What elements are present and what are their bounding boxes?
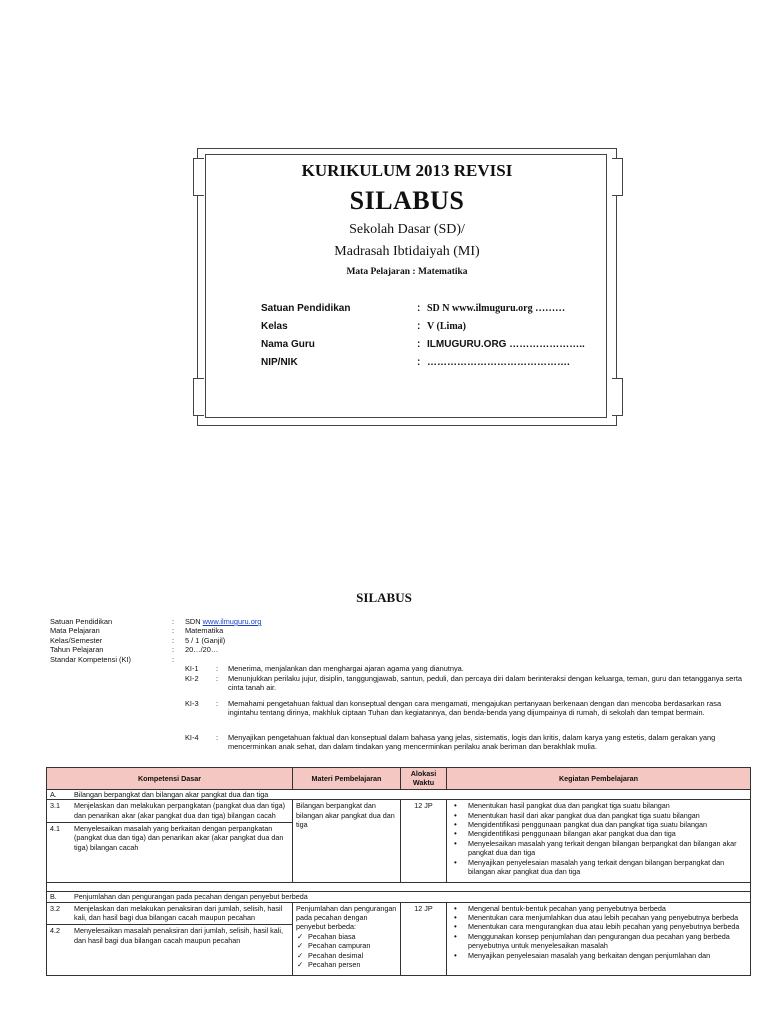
cover-mapel: Mata Pelajaran : Matematika [346, 267, 468, 277]
colon: : [172, 626, 175, 636]
materi-item: ✓ Pecahan desimal [296, 951, 397, 960]
kd-text: Menyelesaikan masalah yang berkaitan dengan perpangkatan (pangkat dua dan tiga) dan penarikan akar (akar pangkat dua dan tiga) bilangan cacah [74, 824, 284, 852]
materi-cell [293, 902, 401, 976]
corner-ornament [612, 378, 623, 416]
identity-label: Kelas/Semester [50, 635, 103, 645]
kd-cell [47, 800, 293, 883]
list-item: • Menyajikan penyelesaian masalah yang terkait dengan bilangan berpangkat dan bilangan akar pangkat dua dan tiga [468, 858, 747, 877]
materi-item: ✓ Pecahan biasa [296, 932, 397, 941]
colon: : [216, 664, 219, 673]
list-item: • Menyajikan penyelesaian masalah yang berkaitan dengan penjumlahan dan [468, 951, 747, 960]
identity-row [50, 626, 750, 635]
identity-label: Satuan Pendidikan [50, 617, 113, 626]
materi-cell: Bilangan berpangkat dan bilangan akar pangkat dua dan tiga [293, 800, 401, 883]
ki-code: KI-3 [185, 699, 199, 708]
cover-info-label: Nama Guru [261, 339, 315, 350]
kd-text: Menjelaskan dan melakukan perpangkatan (pangkat dua dan tiga) dan penarikan akar (akar pangkat dua dan tiga) bilangan cacah [74, 801, 285, 820]
cover-info-value: V (Lima) [427, 321, 466, 332]
cover-info-value: ILMUGURU.ORG ………………….. [427, 339, 585, 350]
list-item: • Menentukan cara mengurangkan dua atau lebih pecahan yang penyebutnya berbeda [468, 922, 747, 931]
list-item: • Menyelesaikan masalah yang terkait dengan bilangan berpangkat dan bilangan akar pangkat dua dan tiga [468, 839, 747, 858]
list-item: • Mengenal bentuk-bentuk pecahan yang penyebutnya berbeda [468, 904, 747, 913]
section-row [47, 789, 751, 799]
identity-label: Standar Kompetensi (KI) [50, 654, 131, 664]
section-letter: A. [50, 789, 57, 799]
list-item: • Menentukan cara menjumlahkan dua atau lebih pecahan yang penyebutnya berbeda [468, 913, 747, 922]
ki-item [185, 674, 745, 694]
waktu-cell: 12 JP [401, 902, 447, 976]
cover-sekolah: Sekolah Dasar (SD)/ [349, 222, 465, 237]
materi-text: Penjumlahan dan pengurangan pada pecahan dengan penyebut berbeda: [296, 903, 397, 932]
kegiatan-cell [447, 800, 751, 883]
colon: : [417, 357, 421, 368]
colon: : [216, 674, 219, 683]
identity-label: Tahun Pelajaran [50, 645, 104, 655]
cover-info-label: NIP/NIK [261, 357, 298, 368]
kd-text: Menyelesaikan masalah penaksiran dari jumlah, selisih, hasil kali, dan hasil bagi dua bilangan cacah maupun pecahan [74, 926, 283, 945]
identity-block [50, 617, 750, 664]
list-item: • Menentukan hasil pangkat dua dan pangkat tiga suatu bilangan [468, 801, 747, 810]
cover-info-label: Kelas [261, 321, 288, 332]
header-kegiatan: Kegiatan Pembelajaran [447, 768, 751, 790]
materi-item: ✓ Pecahan campuran [296, 941, 397, 950]
kd-number: 4.1 [50, 824, 60, 834]
kegiatan-list [450, 904, 747, 960]
colon: : [172, 654, 175, 664]
table-row [47, 800, 751, 883]
table-header-row [47, 768, 751, 790]
list-item: • Mengidentifikasi penggunaan pangkat dua dan pangkat tiga suatu bilangan [468, 820, 747, 829]
kd-text: Menjelaskan dan melakukan penaksiran dari jumlah, selisih, hasil kali, dan hasil bagi dua bilangan cacah maupun pecahan [74, 903, 283, 923]
cover-title: SILABUS [349, 186, 465, 215]
identity-row [50, 655, 750, 664]
section-title: Bilangan berpangkat dan bilangan akar pangkat dua dan tiga [74, 789, 269, 799]
kegiatan-cell [447, 902, 751, 976]
colon: : [172, 617, 175, 626]
ki-code: KI-1 [185, 664, 199, 673]
section-title-cell [47, 789, 751, 799]
page-title: SILABUS [356, 590, 412, 605]
kd-cell [47, 902, 293, 976]
identity-row [50, 636, 750, 645]
section-title: Penjumlahan dan pengurangan pada pecahan dengan penyebut berbeda [74, 892, 308, 902]
waktu-cell: 12 JP [401, 800, 447, 883]
section-row [47, 892, 751, 902]
header-alokasi: Alokasi Waktu [401, 768, 447, 790]
colon: : [216, 733, 219, 742]
colon: : [216, 699, 219, 708]
ki-item [185, 699, 745, 729]
colon: : [172, 645, 175, 655]
section-letter: B. [50, 892, 57, 902]
kd-number: 3.1 [50, 801, 60, 811]
table-row [47, 902, 751, 976]
ki-code: KI-4 [185, 733, 199, 742]
header-materi: Materi Pembelajaran [293, 768, 401, 790]
list-item: • Menentukan hasil dari akar pangkat dua dan pangkat tiga suatu bilangan [468, 811, 747, 820]
list-item: • Mengidentifikasi penggunaan bilangan akar pangkat dua dan tiga [468, 829, 747, 838]
colon: : [417, 321, 421, 332]
cover-madrasah: Madrasah Ibtidaiyah (MI) [334, 244, 480, 259]
ki-text: Menyajikan pengetahuan faktual dan konseptual dalam bahasa yang jelas, sistematis, logis dan kritis, dalam karya yang estetis, dalam gerakan yang mencerminkan anak sehat, dan dalam tindakan yang mencerminkan perilaku anak beriman dan berakhlak mulia. [228, 733, 716, 752]
cover-kurikulum: KURIKULUM 2013 REVISI [301, 161, 513, 180]
cover-info-value: SD N www.ilmuguru.org ……… [427, 303, 566, 314]
colon: : [172, 635, 175, 645]
ki-item [185, 733, 745, 753]
header-kompetensi: Kompetensi Dasar [47, 768, 293, 790]
corner-ornament [193, 378, 204, 416]
spacer-row [47, 883, 751, 892]
cover-info-label: Satuan Pendidikan [261, 303, 351, 314]
kd-number: 3.2 [50, 903, 60, 913]
identity-value: Matematika [185, 626, 224, 636]
kegiatan-list [450, 801, 747, 876]
identity-value [185, 617, 261, 626]
syllabus-table [46, 767, 751, 976]
school-link[interactable]: www.ilmuguru.org [202, 617, 262, 626]
identity-row [50, 617, 750, 626]
identity-value: 20…/20… [185, 645, 219, 655]
cover-frame [197, 148, 617, 426]
section-title-cell [47, 892, 751, 902]
school-prefix: SDN [185, 617, 203, 626]
cover-info-value: ……………………………………. [427, 357, 570, 368]
ki-code: KI-2 [185, 674, 199, 683]
list-item: • Menggunakan konsep penjumlahan dan pengurangan dua pecahan yang berbeda penyebutnya untuk menyelesaikan masalah [468, 932, 747, 951]
ki-text: Menerima, menjalankan dan menghargai ajaran agama yang dianutnya. [228, 664, 464, 673]
ki-text: Memahami pengetahuan faktual dan konseptual dengan cara mengamati, mengajukan pertanyaan berkenaan dengan dan mencoba berdasarkan rasa ingintahu tentang dirinya, makhluk ciptaan Tuhan dan kegiatannya, dan benda-benda yang dijumpainya di rumah, di sekolah dan tempat bermain. [228, 699, 722, 718]
identity-row [50, 645, 750, 654]
ki-text: Menunjukkan perilaku jujur, disiplin, tanggungjawab, santun, peduli, dan percaya diri dalam berinteraksi dengan keluarga, teman, guru dan tetangganya serta cinta tanah air. [228, 674, 742, 693]
identity-label: Mata Pelajaran [50, 626, 100, 636]
kd-number: 4.2 [50, 926, 60, 936]
colon: : [417, 339, 421, 350]
identity-value: 5 / 1 (Ganjil) [185, 635, 226, 645]
ki-item [185, 664, 745, 674]
materi-item: ✓ Pecahan persen [296, 960, 397, 969]
colon: : [417, 303, 421, 314]
